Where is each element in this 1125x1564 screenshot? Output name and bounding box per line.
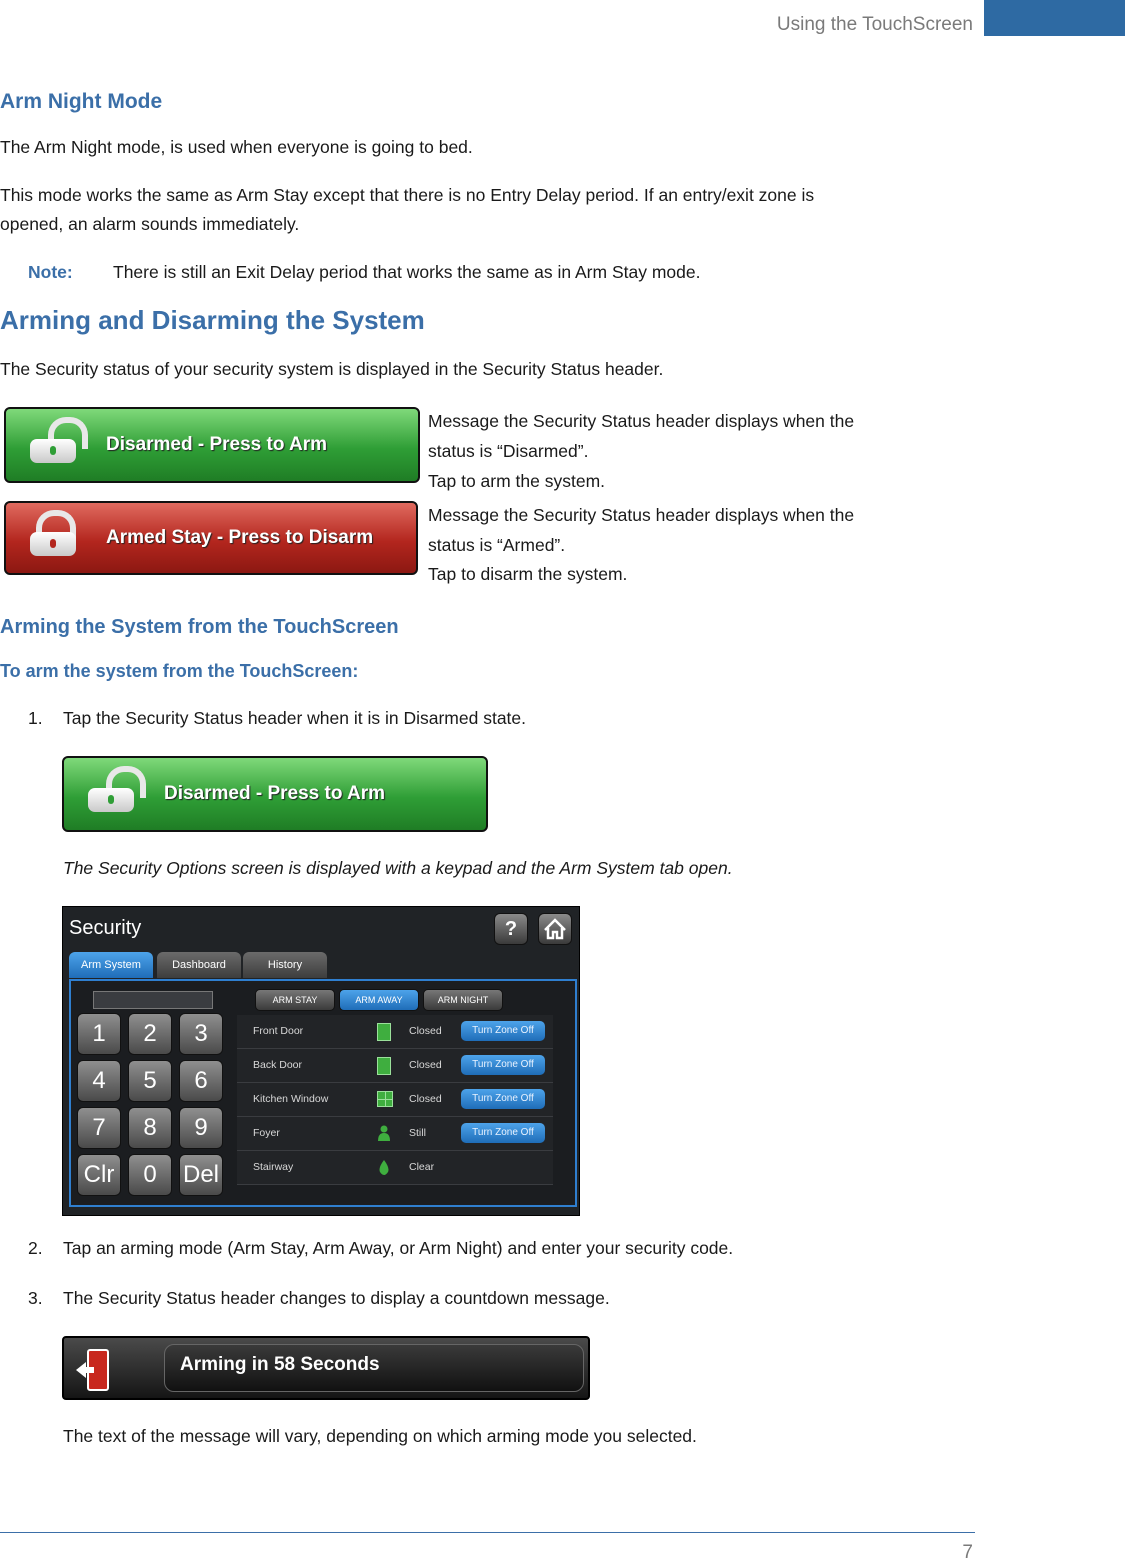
step-2-text: Tap an arming mode (Arm Stay, Arm Away, or Arm Night) and enter your security code. <box>63 1238 734 1258</box>
paragraph-night-purpose: The Arm Night mode, is used when everyone is going to bed. <box>0 137 473 157</box>
keypad-key-4[interactable]: 4 <box>77 1060 121 1102</box>
footer-rule <box>0 1532 975 1533</box>
zone-name: Back Door <box>253 1059 303 1071</box>
security-options-screen <box>62 906 580 1216</box>
disarmed-description-line1: Message the Security Status header displays when the <box>428 411 855 431</box>
armed-banner-text: Armed Stay - Press to Disarm <box>106 527 374 548</box>
zone-row-kitchen-window <box>237 1083 553 1117</box>
turn-zone-off-button[interactable]: Turn Zone Off <box>461 1123 545 1143</box>
keypad-key-3[interactable]: 3 <box>179 1013 223 1055</box>
exit-door-icon <box>74 1348 110 1392</box>
keypad-key-1[interactable]: 1 <box>77 1013 121 1055</box>
armed-status-banner-image <box>4 501 418 575</box>
zone-status: Clear <box>409 1161 435 1173</box>
heading-arming-touchscreen: Arming the System from the TouchScreen <box>0 616 399 638</box>
turn-zone-off-button[interactable]: Turn Zone Off <box>461 1021 545 1041</box>
step1-disarmed-banner-image <box>62 756 488 832</box>
keypad-key-6[interactable]: 6 <box>179 1060 223 1102</box>
step-3-text: The Security Status header changes to display a countdown message. <box>63 1288 610 1308</box>
step1-banner-text: Disarmed - Press to Arm <box>164 783 386 804</box>
window-icon <box>377 1091 393 1107</box>
keypad-key-0[interactable]: 0 <box>128 1154 172 1196</box>
zone-row-front-door <box>237 1015 553 1049</box>
paragraph-status-intro: The Security status of your security system is displayed in the Security Status header. <box>0 359 664 379</box>
unlocked-padlock-icon <box>30 427 76 463</box>
subheading-procedure: To arm the system from the TouchScreen: <box>0 661 359 681</box>
zone-status: Closed <box>409 1025 442 1037</box>
turn-zone-off-button[interactable]: Turn Zone Off <box>461 1055 545 1075</box>
help-icon[interactable]: ? <box>494 913 528 945</box>
zone-name: Foyer <box>253 1127 280 1139</box>
message-variation-note: The text of the message will vary, depending on which arming mode you selected. <box>63 1426 697 1446</box>
tab-dashboard[interactable]: Dashboard <box>157 952 241 978</box>
arm-night-button[interactable]: ARM NIGHT <box>423 989 503 1011</box>
armed-description-line2: status is “Armed”. <box>428 535 566 555</box>
arm-away-button[interactable]: ARM AWAY <box>339 989 419 1011</box>
countdown-text: Arming in 58 Seconds <box>180 1354 380 1375</box>
heading-arming-disarming: Arming and Disarming the System <box>0 305 425 335</box>
paragraph-night-detail-line1: This mode works the same as Arm Stay except that there is no Entry Delay period. If an entry/exit zone is <box>0 185 815 205</box>
step-1-text: Tap the Security Status header when it is in Disarmed state. <box>63 708 527 728</box>
disarmed-banner-text: Disarmed - Press to Arm <box>106 434 328 455</box>
disarmed-status-banner-image <box>4 407 420 483</box>
zone-row-back-door <box>237 1049 553 1083</box>
door-icon <box>377 1023 391 1041</box>
header-color-block <box>984 0 1125 36</box>
arm-stay-button[interactable]: ARM STAY <box>255 989 335 1011</box>
unlocked-padlock-icon <box>88 776 134 812</box>
step-1-number: 1. <box>28 708 43 728</box>
keypad-key-9[interactable]: 9 <box>179 1107 223 1149</box>
keypad-key-2[interactable]: 2 <box>128 1013 172 1055</box>
heading-arm-night-mode: Arm Night Mode <box>0 90 163 113</box>
note-text: There is still an Exit Delay period that works the same as in Arm Stay mode. <box>113 262 701 282</box>
disarmed-description-line3: Tap to arm the system. <box>428 471 606 491</box>
step-3-number: 3. <box>28 1288 43 1308</box>
zone-name: Stairway <box>253 1161 294 1173</box>
screen-title: Security <box>69 917 142 939</box>
door-icon <box>377 1057 391 1075</box>
page-number: 7 <box>962 1542 973 1563</box>
keypad-key-delete[interactable]: Del <box>179 1154 223 1196</box>
keypad-key-7[interactable]: 7 <box>77 1107 121 1149</box>
disarmed-description-line2: status is “Disarmed”. <box>428 441 589 461</box>
keypad-key-8[interactable]: 8 <box>128 1107 172 1149</box>
keypad-key-clear[interactable]: Clr <box>77 1154 121 1196</box>
keypad-key-5[interactable]: 5 <box>128 1060 172 1102</box>
arm-system-panel <box>69 979 577 1207</box>
tab-arm-system[interactable]: Arm System <box>69 952 153 978</box>
zone-name: Front Door <box>253 1025 304 1037</box>
zone-status: Still <box>409 1127 426 1139</box>
security-code-input[interactable] <box>93 991 213 1009</box>
motion-icon <box>377 1125 389 1141</box>
zone-name: Kitchen Window <box>253 1093 329 1105</box>
screen-caption: The Security Options screen is displayed with a keypad and the Arm System tab open. <box>63 858 733 878</box>
zone-row-foyer <box>237 1117 553 1151</box>
zone-row-stairway <box>237 1151 553 1185</box>
zone-status: Closed <box>409 1093 442 1105</box>
running-header-title: Using the TouchScreen <box>776 14 973 35</box>
turn-zone-off-button[interactable]: Turn Zone Off <box>461 1089 545 1109</box>
zone-status: Closed <box>409 1059 442 1071</box>
armed-description-line1: Message the Security Status header displays when the <box>428 505 855 525</box>
locked-padlock-icon <box>30 520 76 556</box>
home-icon[interactable] <box>538 913 572 945</box>
note-label: Note: <box>28 262 73 282</box>
smoke-icon <box>377 1159 389 1175</box>
countdown-banner-image <box>62 1336 590 1400</box>
step-2-number: 2. <box>28 1238 43 1258</box>
paragraph-night-detail-line2: opened, an alarm sounds immediately. <box>0 214 300 234</box>
tab-history[interactable]: History <box>243 952 327 978</box>
armed-description-line3: Tap to disarm the system. <box>428 564 628 584</box>
